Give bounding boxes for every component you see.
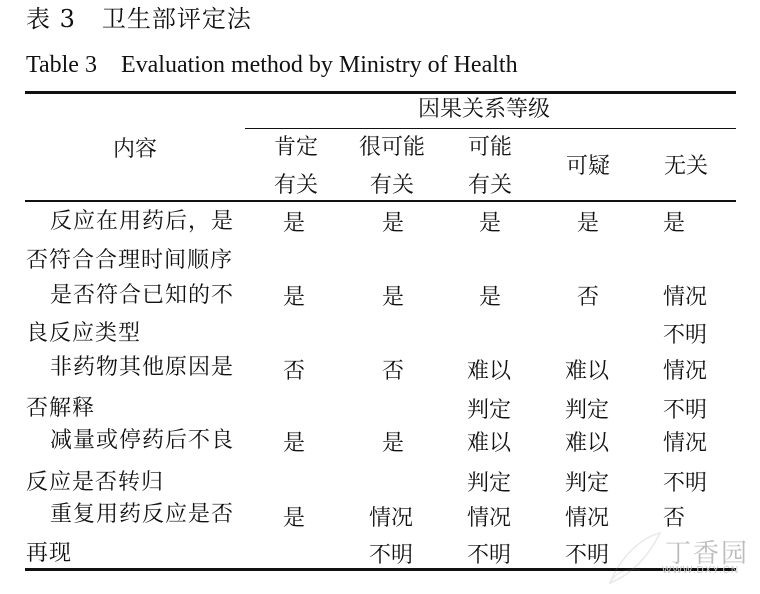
row2-unrelated: 情况 [663,285,708,310]
col-header-probable-line1: 很可能 [358,135,425,160]
row5-probable-below: 不明 [369,543,414,568]
row4-doubtful-below: 判定 [565,471,610,496]
row2-certain: 是 [283,285,306,310]
group-header-rule [245,128,736,129]
row5-doubtful: 情况 [565,506,610,531]
row4-criterion-line1: 减量或停药后不良 [50,428,235,453]
col-header-certain-line1: 肯定 [273,135,318,160]
row4-probable: 是 [382,431,405,456]
caption-cn-title: 卫生部评定法 [101,5,252,33]
row3-doubtful-below: 判定 [565,398,610,423]
col-header-probable-line2: 有关 [369,173,414,198]
row2-unrelated-below: 不明 [663,323,708,348]
row3-probable: 否 [382,359,405,384]
row1-criterion-line2: 否符合合理时间顺序 [26,248,234,273]
header-bottom-rule [25,200,736,202]
col-header-doubtful: 可疑 [565,154,610,179]
col-header-unrelated: 无关 [663,154,708,179]
row3-certain: 否 [283,359,306,384]
row-header-content: 内容 [113,137,158,162]
col-header-possible-line2: 有关 [467,173,512,198]
top-rule [25,91,736,94]
row4-unrelated: 情况 [663,431,708,456]
row5-criterion-line1: 重复用药反应是否 [50,502,235,527]
row1-possible: 是 [479,211,502,236]
row3-unrelated-below: 不明 [663,398,708,423]
row3-possible: 难以 [467,359,512,384]
row4-certain: 是 [283,431,306,456]
row4-criterion-line2: 反应是否转归 [26,470,165,495]
watermark-brand: 丁香园 [665,538,750,568]
row4-unrelated-below: 不明 [663,471,708,496]
caption-en-title: Evaluation method by Ministry of Health [120,52,518,78]
row1-certain: 是 [283,211,306,236]
row4-possible: 难以 [467,431,512,456]
col-header-possible-line1: 可能 [467,135,512,160]
row5-unrelated: 否 [663,506,686,531]
row4-possible-below: 判定 [467,471,512,496]
row3-doubtful: 难以 [565,359,610,384]
row2-possible: 是 [479,285,502,310]
row2-criterion-line2: 良反应类型 [26,321,142,346]
table-caption-chinese [26,4,252,34]
row3-criterion-line2: 否解释 [26,396,96,421]
row2-probable: 是 [382,285,405,310]
row1-doubtful: 是 [577,211,600,236]
caption-en-label: Table 3 [26,52,97,78]
row2-doubtful: 否 [577,285,600,310]
row1-probable: 是 [382,211,405,236]
row4-doubtful: 难以 [565,431,610,456]
group-header-causality-level: 因果关系等级 [418,97,551,122]
row3-unrelated: 情况 [663,359,708,384]
watermark-url: WWW.DXY.CN [662,565,740,576]
table-caption-english [26,50,518,80]
row1-unrelated: 是 [663,211,686,236]
row1-criterion-line1: 反应在用药后，是 [50,209,235,234]
row5-certain: 是 [283,506,306,531]
caption-cn-label: 表 3 [26,5,76,33]
row5-criterion-line2: 再现 [26,541,73,566]
row5-doubtful-below: 不明 [565,543,610,568]
row3-criterion-line1: 非药物其他原因是 [50,355,235,380]
col-header-certain-line2: 有关 [273,173,318,198]
row5-possible-below: 不明 [467,543,512,568]
row3-possible-below: 判定 [467,398,512,423]
row5-probable: 情况 [369,506,414,531]
row2-criterion-line1: 是否符合已知的不 [50,283,235,308]
row5-possible: 情况 [467,506,512,531]
